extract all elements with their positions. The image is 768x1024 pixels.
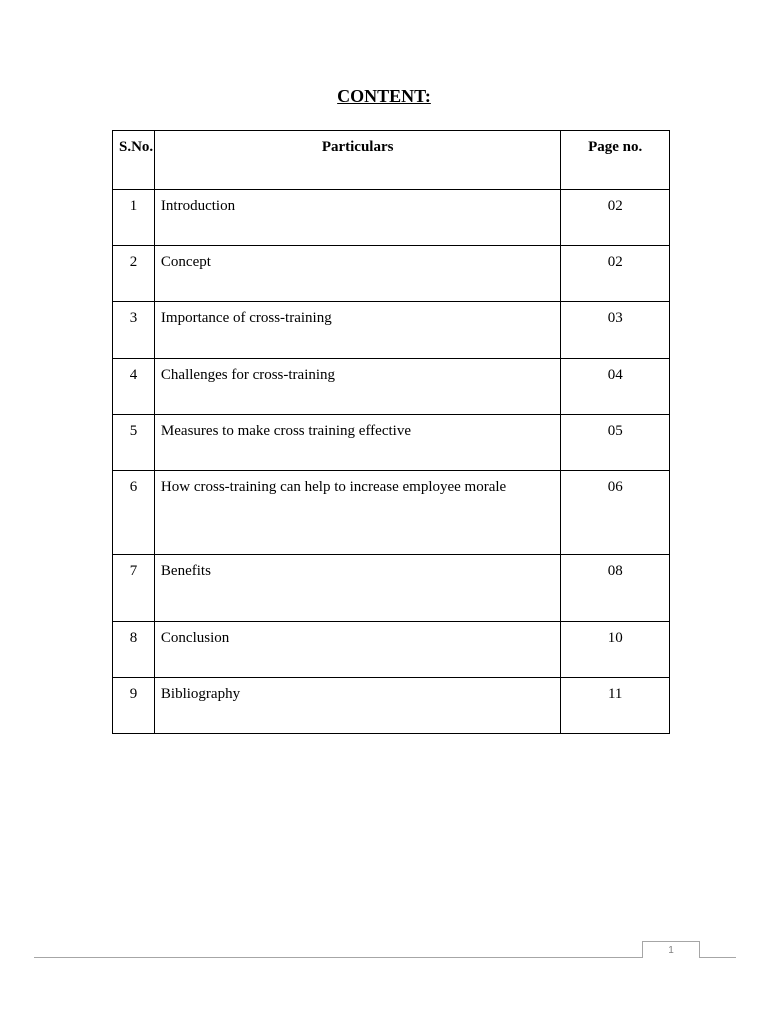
header-sno: S.No. [113, 131, 155, 190]
table-row [113, 555, 670, 622]
row-page: 06 [561, 471, 670, 555]
row-sno: 8 [113, 622, 155, 678]
row-sno: 9 [113, 678, 155, 734]
table-row [113, 359, 670, 415]
table-row [113, 415, 670, 471]
row-particulars: Measures to make cross training effective [154, 415, 560, 471]
table-row [113, 190, 670, 246]
row-particulars: Bibliography [154, 678, 560, 734]
row-particulars: Challenges for cross-training [154, 359, 560, 415]
row-sno: 3 [113, 302, 155, 359]
row-page: 10 [561, 622, 670, 678]
row-particulars: Conclusion [154, 622, 560, 678]
row-particulars: How cross-training can help to increase employee morale [154, 471, 560, 555]
row-particulars: Introduction [154, 190, 560, 246]
row-sno: 6 [113, 471, 155, 555]
row-page: 04 [561, 359, 670, 415]
footer-divider [34, 957, 736, 958]
table-row [113, 471, 670, 555]
row-page: 11 [561, 678, 670, 734]
row-sno: 2 [113, 246, 155, 302]
row-sno: 1 [113, 190, 155, 246]
table-row [113, 678, 670, 734]
row-sno: 5 [113, 415, 155, 471]
header-particulars: Particulars [154, 131, 560, 190]
page-title: CONTENT: [337, 86, 431, 106]
row-page: 08 [561, 555, 670, 622]
row-particulars: Importance of cross-training [154, 302, 560, 359]
table-row [113, 622, 670, 678]
contents-table [112, 130, 670, 734]
row-particulars: Benefits [154, 555, 560, 622]
table-header-row [113, 131, 670, 190]
table-row [113, 246, 670, 302]
row-sno: 7 [113, 555, 155, 622]
row-particulars: Concept [154, 246, 560, 302]
row-page: 02 [561, 246, 670, 302]
table-row [113, 302, 670, 359]
page-number: 1 [642, 941, 700, 958]
header-page: Page no. [561, 131, 670, 190]
row-sno: 4 [113, 359, 155, 415]
row-page: 05 [561, 415, 670, 471]
row-page: 02 [561, 190, 670, 246]
row-page: 03 [561, 302, 670, 359]
